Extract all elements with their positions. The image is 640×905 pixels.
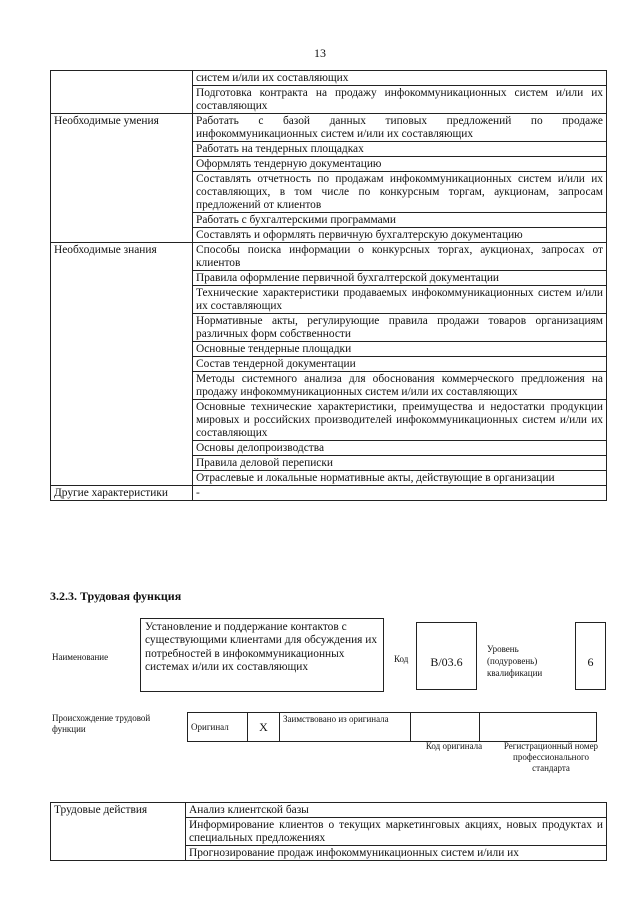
name-label: Наименование xyxy=(52,652,109,662)
skill-item: Работать с базой данных типовых предложений по продаже инфокоммуникационных систем и/или их составляющих xyxy=(193,114,607,142)
origin-table xyxy=(187,712,597,742)
knowledge-item: Способы поиска информации о конкурсных торгах, аукционах, запросах от клиентов xyxy=(193,243,607,271)
original-label: Оригинал xyxy=(188,713,248,742)
competency-table xyxy=(50,70,607,501)
skill-item: Работать на тендерных площадках xyxy=(193,142,607,157)
skills-label: Необходимые умения xyxy=(51,114,193,243)
table-row xyxy=(51,486,607,501)
skill-item: Составлять и оформлять первичную бухгалтерскую документацию xyxy=(193,228,607,243)
original-code-caption: Код оригинала xyxy=(425,741,483,751)
level-value-box: 6 xyxy=(575,622,606,690)
skill-item: Работать с бухгалтерскими программами xyxy=(193,213,607,228)
continued-item: систем и/или их составляющих xyxy=(193,71,607,86)
code-value-box: B/03.6 xyxy=(416,622,477,690)
page-number: 13 xyxy=(314,46,326,60)
table-row xyxy=(51,803,607,818)
original-mark: X xyxy=(248,713,280,742)
knowledge-item: Основные технические характеристики, преимущества и недостатки продукции мировых и российских производителей инфокоммуникационных систем и/или их составляющих xyxy=(193,400,607,441)
other-value: - xyxy=(193,486,607,501)
action-item: Анализ клиентской базы xyxy=(186,803,607,818)
action-item: Информирование клиентов о текущих маркетинговых акциях, новых продуктах и специальных предложениях xyxy=(186,818,607,846)
function-name-box: Установление и поддержание контактов с существующими клиентами для обсуждения их потребностей в инфокоммуникационных системах и/или их составляющих xyxy=(140,618,384,692)
level-label: Уровень (подуровень) квалификации xyxy=(487,644,543,678)
skill-item: Составлять отчетность по продажам инфокоммуникационных систем и/или их составляющих, в том числе по конкурсным торгам, аукционам, запросам предложений от клиентов xyxy=(193,172,607,213)
borrowed-label: Заимствовано из оригинала xyxy=(280,713,411,742)
skill-item: Оформлять тендерную документацию xyxy=(193,157,607,172)
knowledge-item: Состав тендерной документации xyxy=(193,357,607,372)
table-row xyxy=(51,71,607,86)
knowledge-item: Отраслевые и локальные нормативные акты, действующие в организации xyxy=(193,471,607,486)
action-item: Прогнозирование продаж инфокоммуникационных систем и/или их xyxy=(186,846,607,861)
table-row xyxy=(51,114,607,142)
table-row xyxy=(188,713,597,742)
reg-number-cell xyxy=(480,713,597,742)
knowledge-item: Основные тендерные площадки xyxy=(193,342,607,357)
knowledge-item: Правила оформление первичной бухгалтерской документации xyxy=(193,271,607,286)
knowledge-item: Основы делопроизводства xyxy=(193,441,607,456)
knowledge-item: Методы системного анализа для обоснования коммерческого предложения на продажу инфокоммуникационных систем и/или их составляющих xyxy=(193,372,607,400)
knowledge-item: Нормативные акты, регулирующие правила продажи товаров организациям различных форм собственности xyxy=(193,314,607,342)
continued-item: Подготовка контракта на продажу инфокоммуникационных систем и/или их составляющих xyxy=(193,86,607,114)
knowledge-item: Технические характеристики продаваемых инфокоммуникационных систем и/или их составляющих xyxy=(193,286,607,314)
actions-table xyxy=(50,802,607,861)
other-label: Другие характеристики xyxy=(51,486,193,501)
origin-label: Происхождение трудовой функции xyxy=(52,713,151,734)
actions-label: Трудовые действия xyxy=(51,803,186,861)
knowledge-item: Правила деловой переписки xyxy=(193,456,607,471)
code-label: Код xyxy=(394,654,409,664)
table-row xyxy=(51,243,607,271)
knowledge-label: Необходимые знания xyxy=(51,243,193,486)
original-code-cell xyxy=(411,713,480,742)
empty-label-cell xyxy=(51,71,193,114)
section-heading: 3.2.3. Трудовая функция xyxy=(50,589,182,603)
reg-number-caption: Регистрационный номер профессионального стандарта xyxy=(503,741,599,773)
